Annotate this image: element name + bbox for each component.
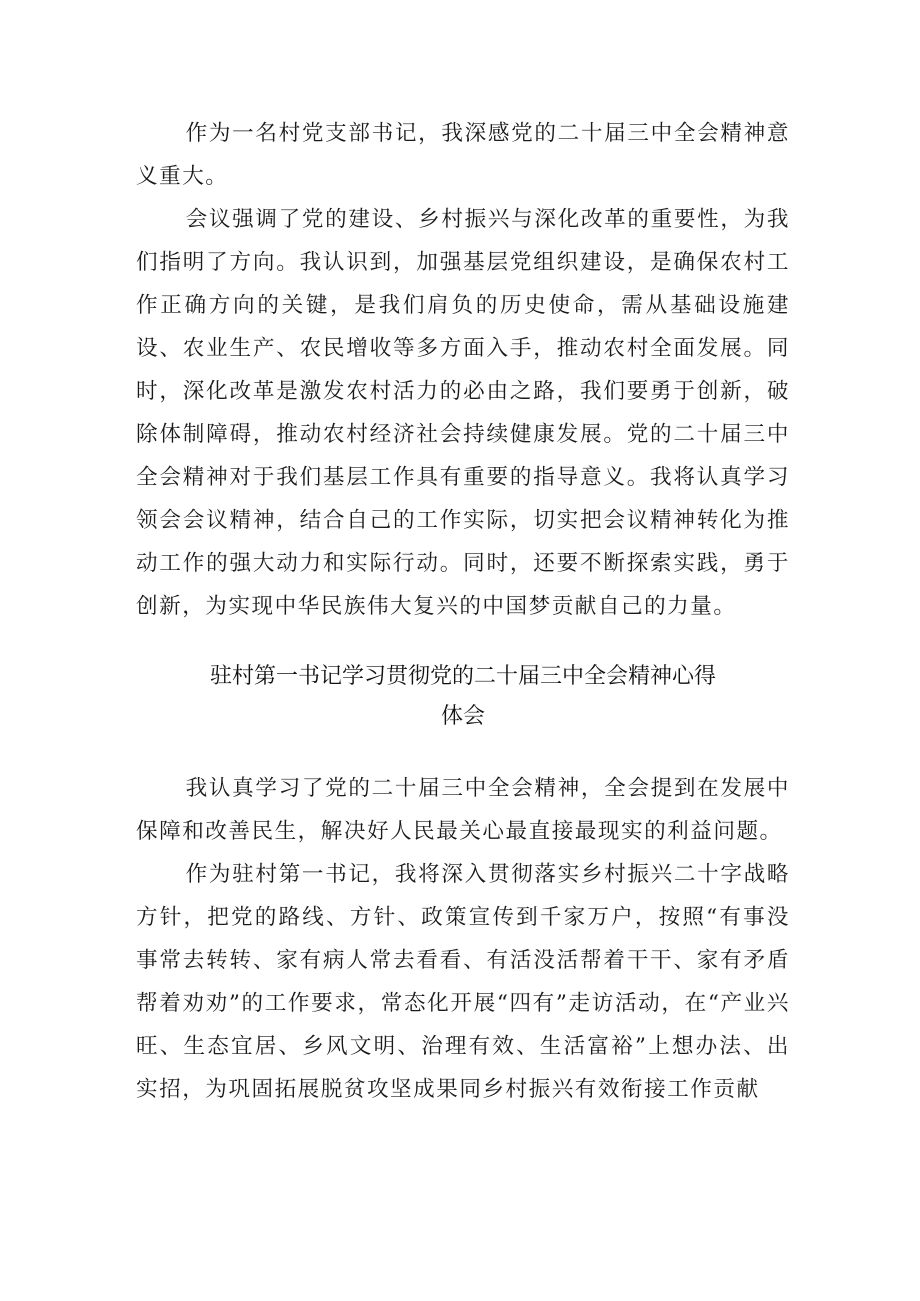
- section-title-line-2: 体会: [440, 704, 485, 729]
- paragraph: 我认真学习了党的二十届三中全会精神，全会提到在发展中保障和改善民生，解决好人民最关心最直接最现实的利益问题。: [136, 776, 790, 844]
- section-spacer: [136, 628, 790, 657]
- paragraph: 会议强调了党的建设、乡村振兴与深化改革的重要性，为我们指明了方向。我认识到，加强基层党组织建设，是确保农村工作正确方向的关键，是我们肩负的历史使命，需从基础设施建设、农业生产、农民增收等多方面入手，推动农村全面发展。同时，深化改革是激发农村活力的必由之路，我们要勇于创新，破除体制障碍，推动农村经济社会持续健康发展。党的二十届三中全会精神对于我们基层工作具有重要的指导意义。我将认真学习领会会议精神，结合自己的工作实际，切实把会议精神转化为推动工作的强大动力和实际行动。同时，还要不断探索实践，勇于创新，为实现中华民族伟大复兴的中国梦贡献自己的力量。: [136, 207, 790, 619]
- document-body: [136, 112, 790, 1111]
- section-title-line-1: 驻村第一书记学习贯彻党的二十届三中全会精神心得: [209, 664, 716, 689]
- section-title: [136, 657, 790, 737]
- paragraph: 作为一名村党支部书记，我深感党的二十届三中全会精神意义重大。: [136, 121, 790, 189]
- paragraph: 作为驻村第一书记，我将深入贯彻落实乡村振兴二十字战略方针，把党的路线、方针、政策宣传到千家万户，按照“有事没事常去转转、家有病人常去看看、有活没活帮着干干、家有矛盾帮着劝劝”的工作要求，常态化开展“四有”走访活动，在“产业兴旺、生态宜居、乡风文明、治理有效、生活富裕”上想办法、出实招，为巩固拓展脱贫攻坚成果同乡村振兴有效衔接工作贡献: [136, 862, 790, 1102]
- section-spacer: [136, 737, 790, 767]
